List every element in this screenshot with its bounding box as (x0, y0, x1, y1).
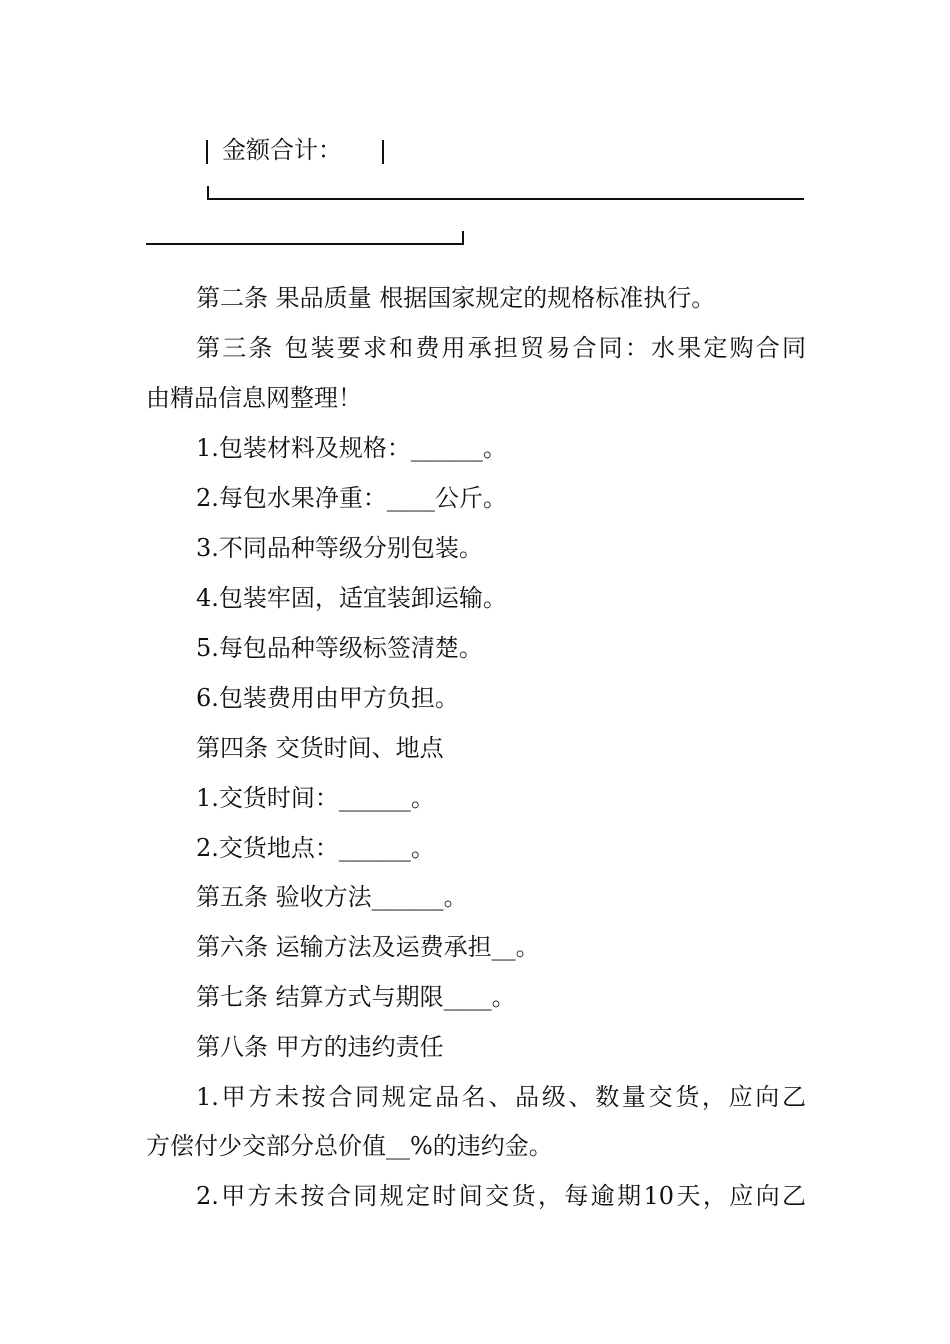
table-bottom-border-continued (146, 231, 464, 245)
clause-3-packaging: 第三条 包装要求和费用承担贸易合同：水果定购合同 (196, 334, 806, 362)
packaging-item-4: 4.包装牢固，适宜装卸运输。 (196, 584, 507, 612)
clause-5-inspection: 第五条 验收方法______。 (196, 883, 468, 911)
delivery-item-2: 2.交货地点：______。 (196, 834, 435, 862)
clause-6-transport: 第六条 运输方法及运费承担__。 (196, 933, 540, 961)
liability-item-1: 1.甲方未按合同规定品名、品级、数量交货，应向乙 (196, 1083, 806, 1111)
packaging-item-2: 2.每包水果净重：____公斤。 (196, 484, 507, 512)
packaging-item-1: 1.包装材料及规格：______。 (196, 434, 507, 462)
liability-item-2: 2.甲方未按合同规定时间交货，每逾期10天，应向乙 (196, 1182, 806, 1210)
clause-3-packaging-continued: 由精品信息网整理！ (146, 384, 362, 412)
clause-8-liability: 第八条 甲方的违约责任 (196, 1033, 444, 1061)
delivery-item-1: 1.交货时间：______。 (196, 784, 435, 812)
clause-7-settlement: 第七条 结算方式与期限____。 (196, 983, 516, 1011)
packaging-item-3: 3.不同品种等级分别包装。 (196, 534, 483, 562)
packaging-item-5: 5.每包品种等级标签清楚。 (196, 634, 483, 662)
table-right-border (382, 140, 384, 164)
clause-2-quality: 第二条 果品质量 根据国家规定的规格标准执行。 (196, 284, 716, 312)
liability-item-1-continued: 方偿付少交部分总价值__%的违约金。 (146, 1132, 553, 1160)
packaging-item-6: 6.包装费用由甲方负担。 (196, 684, 459, 712)
clause-4-delivery: 第四条 交货时间、地点 (196, 734, 444, 762)
table-bottom-border (207, 186, 804, 200)
table-left-border (206, 140, 208, 164)
total-amount-label: 金额合计： (222, 136, 342, 164)
table-total-row (200, 135, 384, 165)
